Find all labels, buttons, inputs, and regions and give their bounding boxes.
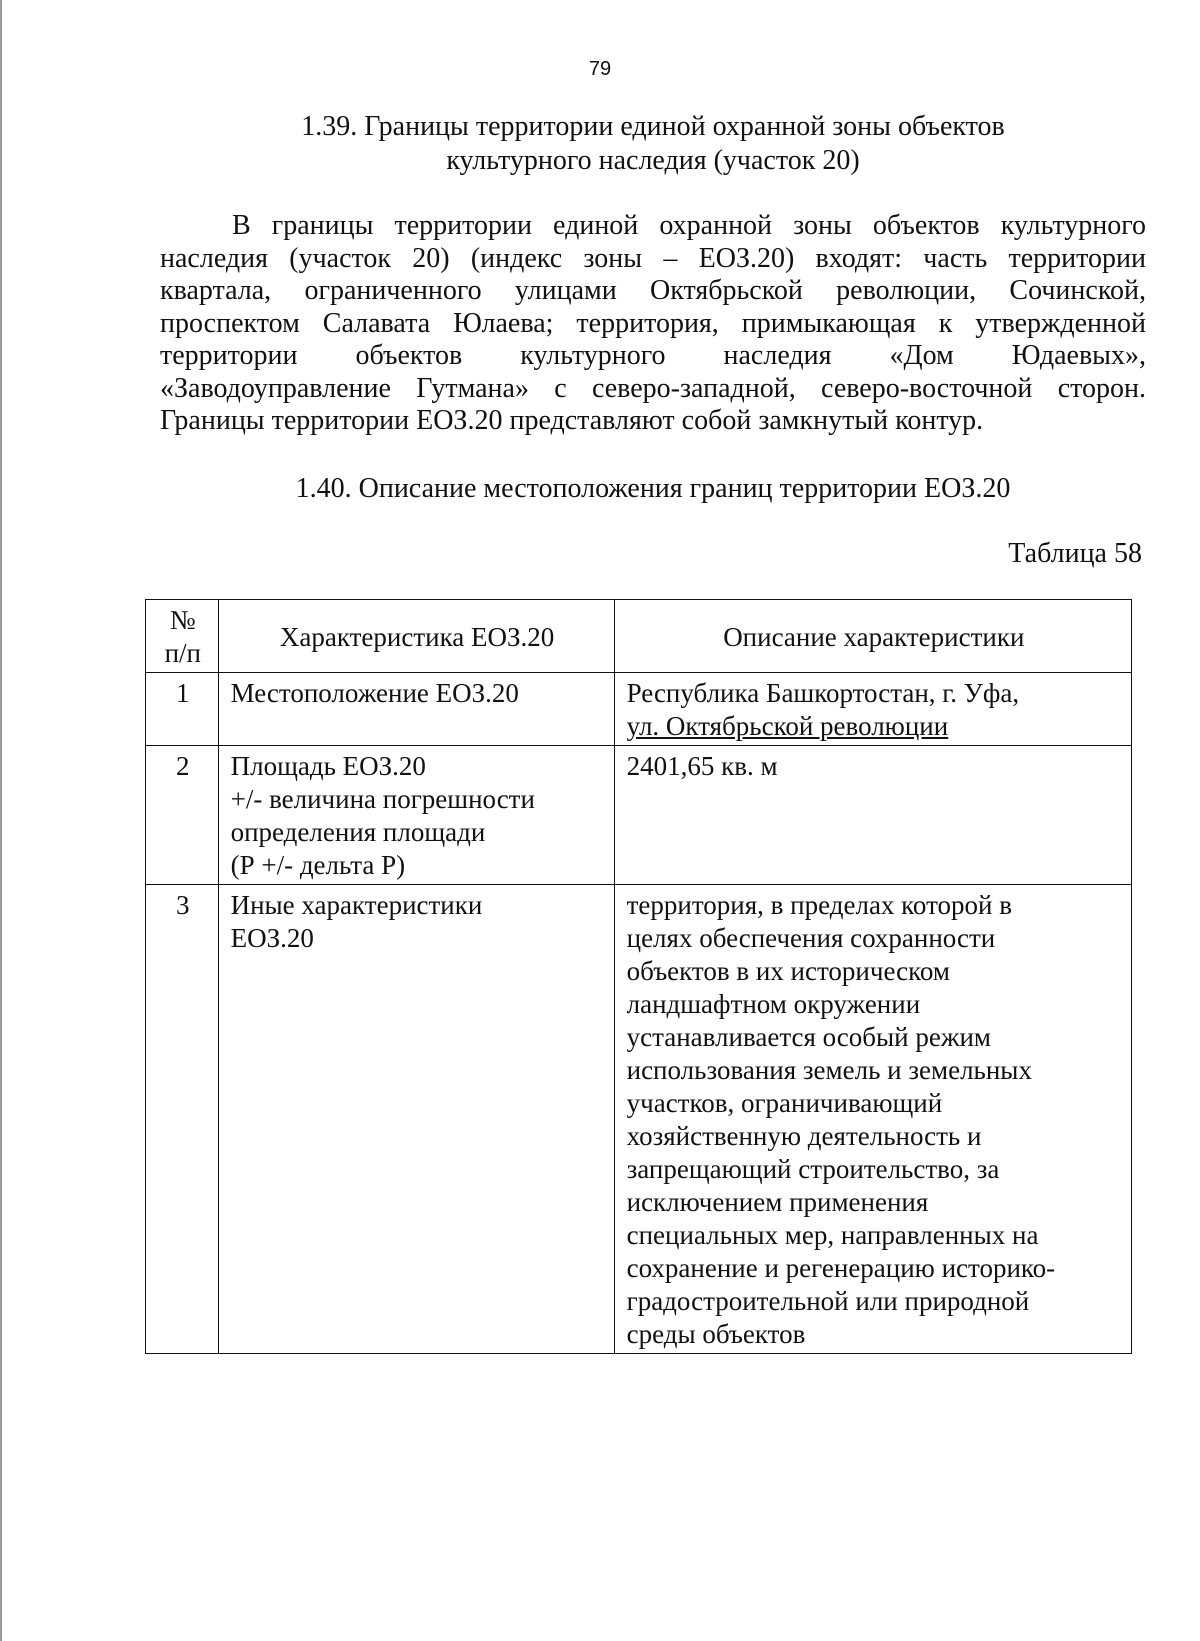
cell-line: Республика Башкортостан, г. Уфа, bbox=[626, 678, 1020, 708]
row-number: 1 bbox=[146, 673, 219, 746]
paragraph-line: «Заводоуправление Гутмана» с северо-западной, северо-восточной сторон. bbox=[160, 372, 1146, 404]
row-number: 2 bbox=[146, 746, 219, 885]
characteristic-cell bbox=[218, 885, 614, 1354]
zone-description-paragraph bbox=[160, 210, 1146, 438]
paragraph-line: наследия (участок 20) (индекс зоны – ЕОЗ.20) входят: часть территории bbox=[160, 242, 1146, 274]
description-cell bbox=[614, 673, 1131, 746]
paragraph-line: В границы территории единой охранной зоны объектов культурного bbox=[232, 210, 1146, 241]
paragraph-line: территории объектов культурного наследия «Дом Юдаевых», bbox=[160, 340, 1146, 371]
section-title bbox=[160, 110, 1146, 178]
cell-line: использования земель и земельных bbox=[626, 1055, 1032, 1085]
cell-line: определения площади bbox=[230, 817, 486, 847]
cell-line: ЕОЗ.20 bbox=[230, 923, 314, 953]
cell-line: ул. Октябрьской революции bbox=[626, 711, 949, 741]
cell-line: (Р +/- дельта Р) bbox=[230, 850, 406, 880]
row-number: 3 bbox=[146, 885, 219, 1354]
table-header-row bbox=[146, 600, 1132, 673]
paragraph-line: Границы территории ЕОЗ.20 представляют собой замкнутый контур. bbox=[160, 405, 984, 436]
cell-line: целях обеспечения сохранности bbox=[626, 923, 996, 953]
section-title-line: культурного наследия (участок 20) bbox=[446, 145, 860, 176]
characteristic-cell bbox=[218, 673, 614, 746]
table-caption: Таблица 58 bbox=[1008, 538, 1142, 569]
cell-line: Иные характеристики bbox=[230, 890, 483, 920]
description-cell bbox=[614, 746, 1131, 885]
cell-line: +/- величина погрешности bbox=[230, 784, 535, 814]
cell-line: Местоположение ЕОЗ.20 bbox=[230, 678, 519, 708]
cell-line: специальных мер, направленных на bbox=[626, 1220, 1039, 1250]
cell-line: ландшафтном окружении bbox=[626, 989, 921, 1019]
cell-line: 2401,65 кв. м bbox=[626, 751, 778, 781]
paragraph-line: проспектом Салавата Юлаева; территория, примыкающая к утвержденной bbox=[160, 307, 1146, 339]
cell-line: исключением применения bbox=[626, 1187, 929, 1217]
cell-line: градостроительной или природной bbox=[626, 1286, 1030, 1316]
subsection-title: 1.40. Описание местоположения границ территории ЕОЗ.20 bbox=[295, 473, 1011, 504]
description-cell bbox=[614, 885, 1131, 1354]
header-num-label: п/п bbox=[164, 638, 201, 668]
page-number: 79 bbox=[588, 58, 612, 80]
header-num-symbol: № bbox=[169, 605, 196, 635]
header-num bbox=[146, 600, 219, 673]
paragraph-line: квартала, ограниченного улицами Октябрьской революции, Сочинской, bbox=[160, 275, 1146, 306]
header-characteristic: Характеристика ЕОЗ.20 bbox=[218, 600, 614, 673]
characteristics-table bbox=[145, 599, 1132, 1354]
header-description: Описание характеристики bbox=[614, 600, 1131, 673]
cell-line: Площадь ЕОЗ.20 bbox=[230, 751, 426, 781]
cell-line: сохранение и регенерацию историко- bbox=[626, 1253, 1056, 1283]
table-row bbox=[146, 746, 1132, 885]
cell-line: территория, в пределах которой в bbox=[626, 890, 1012, 920]
cell-line: устанавливается особый режим bbox=[626, 1022, 992, 1052]
table-row bbox=[146, 885, 1132, 1354]
scan-edge-line bbox=[0, 0, 2, 1641]
cell-line: среды объектов bbox=[626, 1319, 806, 1349]
characteristic-cell bbox=[218, 746, 614, 885]
section-title-line: 1.39. Границы территории единой охранной зоны объектов bbox=[301, 111, 1005, 142]
cell-line: запрещающий строительство, за bbox=[626, 1154, 1000, 1184]
table-row bbox=[146, 673, 1132, 746]
cell-line: участков, ограничивающий bbox=[626, 1088, 943, 1118]
cell-line: хозяйственную деятельность и bbox=[626, 1121, 982, 1151]
cell-line: объектов в их историческом bbox=[626, 956, 950, 986]
